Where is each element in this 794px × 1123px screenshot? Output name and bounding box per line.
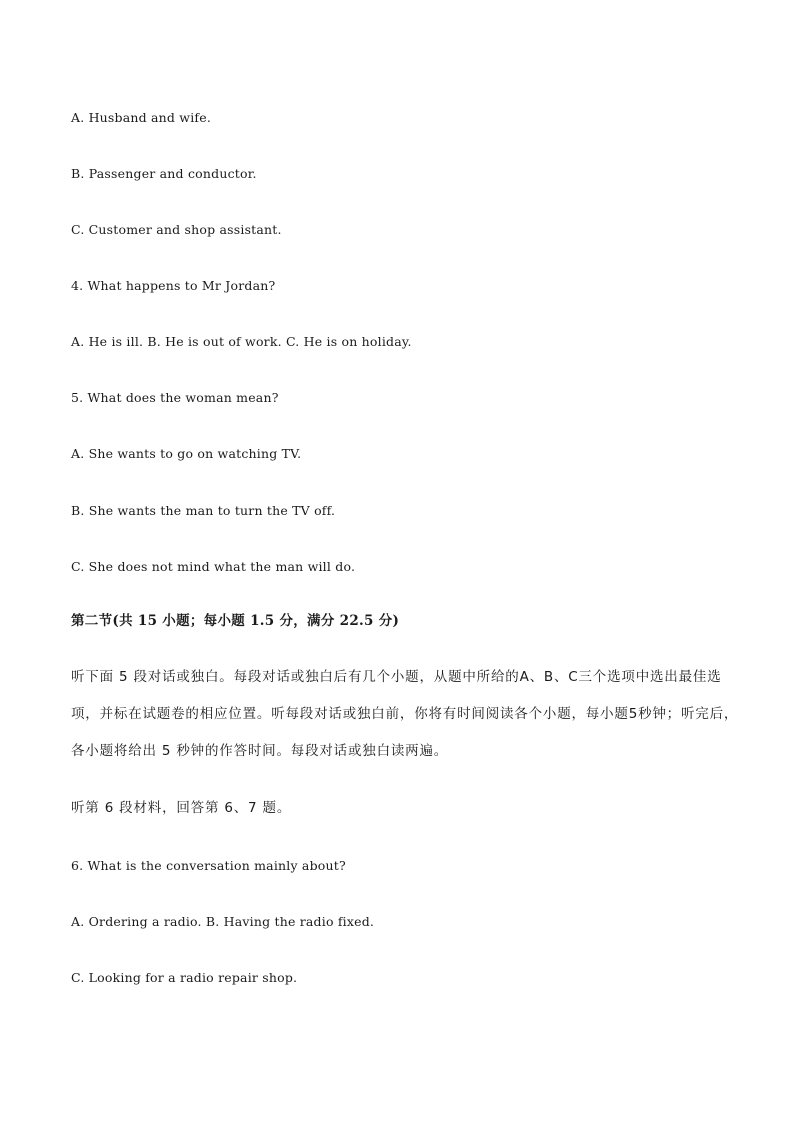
material-6-intro: 听第 6 段材料，回答第 6、7 题。 bbox=[71, 800, 292, 816]
instructions-line-3: 各小题将给出 5 秒钟的作答时间。每段对话或独白读两遍。 bbox=[71, 743, 449, 759]
q3-option-b: B. Passenger and conductor. bbox=[71, 166, 257, 181]
section-two-heading: 第二节(共 15 小题；每小题 1.5 分，满分 22.5 分) bbox=[71, 613, 400, 629]
q6-options-ab: A. Ordering a radio. B. Having the radio fixed. bbox=[71, 914, 375, 929]
q5-option-c: C. She does not mind what the man will do. bbox=[71, 559, 356, 574]
q5-question: 5. What does the woman mean? bbox=[71, 390, 279, 405]
q5-option-b: B. She wants the man to turn the TV off. bbox=[71, 503, 336, 518]
q3-option-a: A. Husband and wife. bbox=[71, 110, 211, 125]
q6-question: 6. What is the conversation mainly about? bbox=[71, 858, 346, 873]
q4-options: A. He is ill. B. He is out of work. C. He is on holiday. bbox=[71, 334, 412, 349]
q5-option-a: A. She wants to go on watching TV. bbox=[71, 446, 302, 461]
q6-option-c: C. Looking for a radio repair shop. bbox=[71, 970, 298, 985]
instructions-line-2: 项，并标在试题卷的相应位置。听每段对话或独白前，你将有时间阅读各个小题，每小题5秒钟；听完后， bbox=[71, 706, 739, 722]
q3-option-c: C. Customer and shop assistant. bbox=[71, 222, 282, 237]
q4-question: 4. What happens to Mr Jordan? bbox=[71, 278, 276, 293]
instructions-line-1: 听下面 5 段对话或独白。每段对话或独白后有几个小题，从题中所给的A、B、C三个选项中选出最佳选 bbox=[71, 669, 722, 685]
